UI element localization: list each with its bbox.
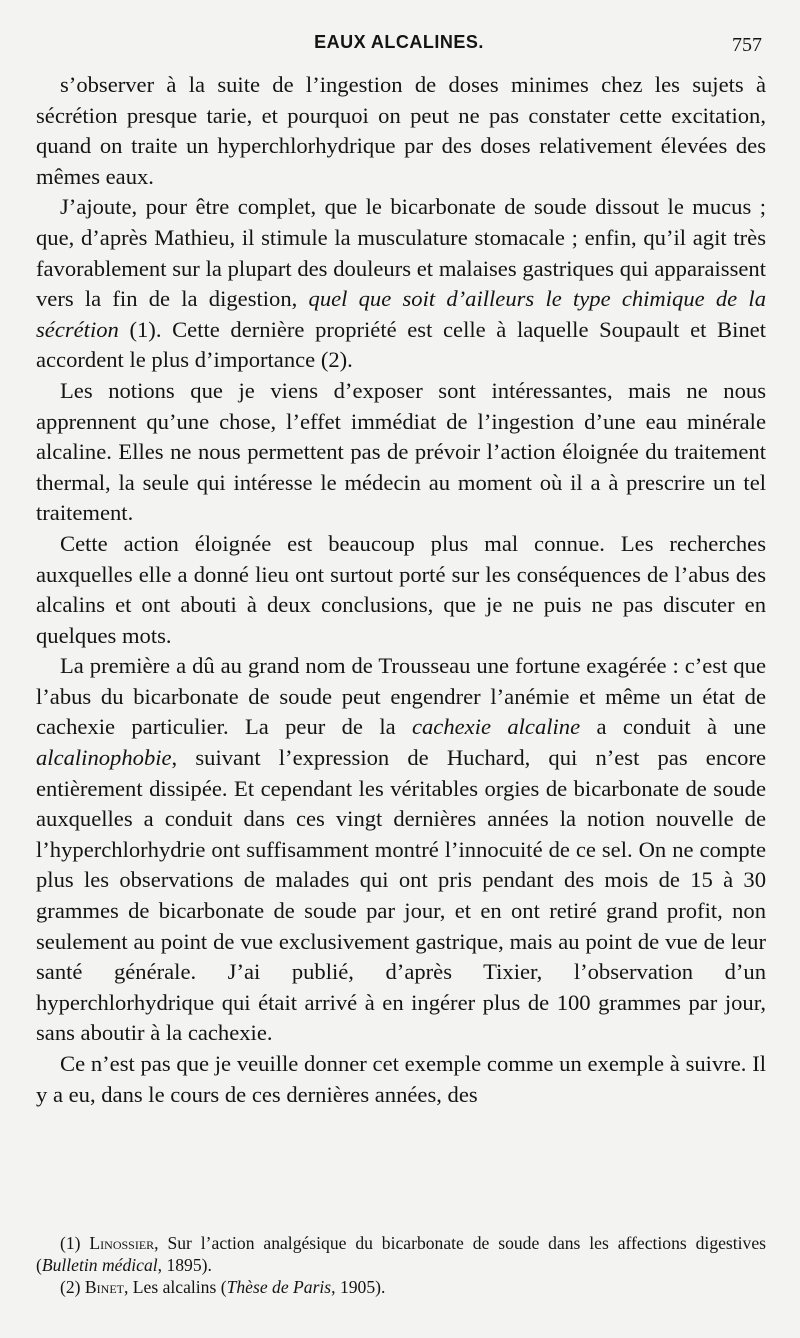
- page-number: 757: [732, 34, 762, 56]
- text-run: Les notions que je viens d’exposer sont intéressantes, mais ne nous apprennent qu’une chose, l’effet immédiat de l’ingestion d’une eau minérale alcaline. Elles ne nous permettent pas de prévoir l’action éloignée du traitement thermal, la seule qui intéresse le médecin au moment où il a à prescrire un tel traitement.: [36, 377, 766, 526]
- italic-run: alcalinophobie: [36, 745, 172, 771]
- text-run: (1). Cette dernière propriété est celle à laquelle Soupault et Binet accordent le plus d’importance (2).: [36, 316, 766, 373]
- paragraph: [36, 70, 766, 192]
- text-run: , Les alcalins (: [123, 1277, 227, 1297]
- page-header: [36, 32, 762, 58]
- text-run: s’observer à la suite de l’ingestion de doses minimes chez les sujets à sécrétion presque tarie, et pourquoi on peut ne pas constater cette excitation, quand on traite un hyperchlorhydrique par des doses relativement élevées des mêmes eaux.: [36, 72, 766, 189]
- text-run: , 1905).: [331, 1277, 386, 1297]
- body-text: [36, 70, 766, 1110]
- italic-run: Bulletin médical: [41, 1255, 158, 1275]
- paragraph: [36, 192, 766, 376]
- author-name: Binet: [84, 1277, 124, 1297]
- paragraph: [36, 1049, 766, 1110]
- italic-run: quel que soit d’ailleurs le type chimique de la sécrétion: [36, 286, 766, 342]
- text-run: La première a dû au grand nom de Trousseau une fortune exagérée : c’est que l’abus du bicarbonate de soude peut engendrer l’anémie et même un état de cachexie particulier. La peur de la: [36, 653, 766, 740]
- italic-run: Thèse de Paris: [226, 1277, 332, 1297]
- text-run: a conduit à une: [580, 714, 767, 740]
- footnotes: [36, 1232, 766, 1298]
- italic-run: cachexie alcaline: [411, 714, 581, 740]
- footnote-1: [36, 1232, 766, 1276]
- paragraph: [36, 529, 766, 651]
- footnote-2: [36, 1276, 766, 1298]
- paragraph: [36, 651, 766, 1049]
- text-run: (1): [60, 1233, 90, 1253]
- paragraph: [36, 376, 766, 529]
- text-run: Cette action éloignée est beaucoup plus mal connue. Les recherches auxquelles elle a donné lieu ont surtout porté sur les conséquences de l’abus des alcalins et ont abouti à deux conclusions, que je ne puis ne pas discuter en quelques mots.: [36, 530, 766, 648]
- author-name: Linossier: [89, 1233, 155, 1253]
- text-run: Ce n’est pas que je veuille donner cet exemple comme un exemple à suivre. Il y a eu, dans le cours de ces dernières années, des: [36, 1051, 766, 1107]
- text-run: , 1895).: [157, 1255, 212, 1275]
- text-run: J’ajoute, pour être complet, que le bicarbonate de soude dissout le mucus ; que, d’après Mathieu, il stimule la musculature stomacale ; enfin, qu’il agit très favorablement sur la plupart des douleurs et malaises gastriques qui apparaissent vers la fin de la digestion,: [36, 194, 766, 312]
- running-head: EAUX ALCALINES.: [314, 32, 484, 52]
- text-run: , Sur l’action analgésique du bicarbonate de soude dans les affections digestives (: [36, 1233, 766, 1275]
- text-run: , suivant l’expression de Huchard, qui n’est pas encore entièrement dissipée. Et cependant les véritables orgies de bicarbonate de soude auxquelles a conduit dans ces vingt dernières années la notion nouvelle de l’hyperchlorhydrie ont suffisamment montré l’innocuité de ce sel. On ne compte plus les observations de malades qui ont pris pendant des mois de 15 à 30 grammes de bicarbonate de soude par jour, et en ont retiré grand profit, non seulement au point de vue exclusivement gastrique, mais au point de vue de leur santé générale. J’ai publié, d’après Tixier, l’observation d’un hyperchlorhydrique qui était arrivé à en ingérer plus de 100 grammes par jour, sans aboutir à la cachexie.: [36, 745, 766, 1046]
- text-run: (2): [60, 1277, 85, 1297]
